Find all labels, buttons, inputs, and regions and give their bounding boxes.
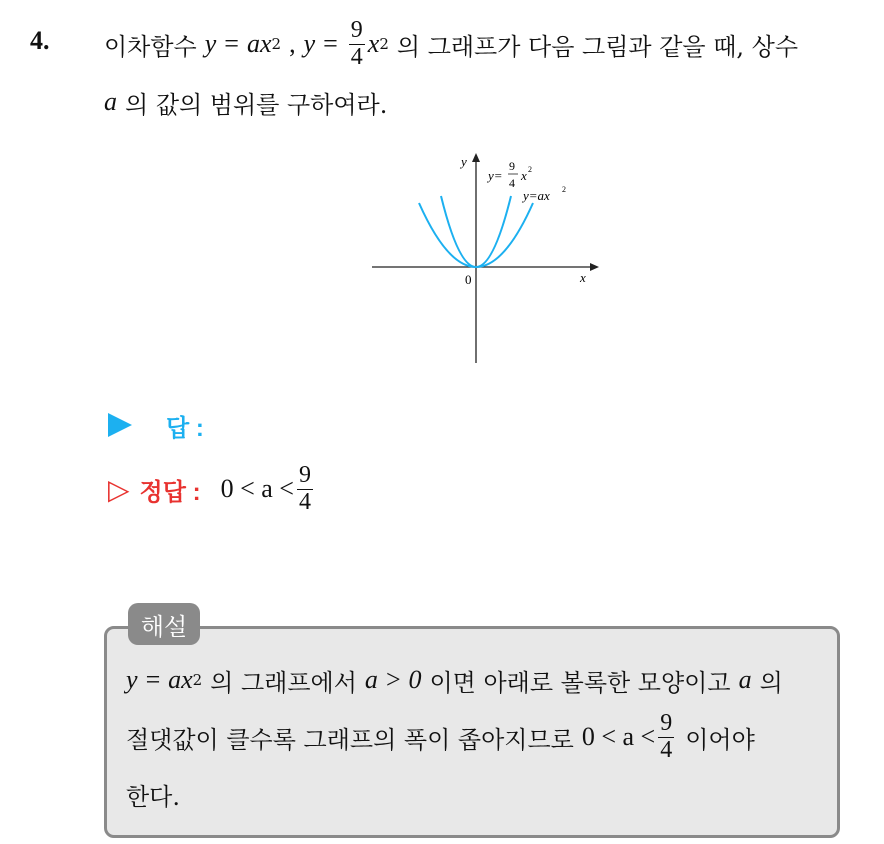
solution-line-2 xyxy=(126,706,755,768)
curve1-label-num: 9 xyxy=(509,159,515,173)
filled-triangle-icon xyxy=(108,413,132,437)
question-number: 4. xyxy=(30,26,50,55)
func2-fraction xyxy=(349,18,365,69)
origin-label: 0 xyxy=(465,272,472,287)
correct-answer-row xyxy=(108,458,316,520)
solution-exponent: 2 xyxy=(192,671,203,689)
curve1-label-y: y= xyxy=(488,168,503,183)
question-tail: 의 그래프가 다음 그림과 같을 때, 상수 xyxy=(396,32,799,61)
solution-line-3 xyxy=(126,776,180,812)
solution-text-5: 이어야 xyxy=(685,725,755,754)
solution-tab: 해설 xyxy=(128,603,200,645)
solution-range: 0 < a < xyxy=(581,722,656,751)
question-line-2 xyxy=(104,85,387,119)
func2-exponent: 2 xyxy=(379,35,389,53)
variable-a: a xyxy=(104,87,117,116)
func2-variable: x xyxy=(367,29,380,58)
answer-row xyxy=(108,408,204,442)
solution-fraction xyxy=(658,711,674,762)
answer-label: 답 : xyxy=(166,414,204,442)
solution-line-1 xyxy=(126,660,783,700)
question-line-1 xyxy=(104,14,798,74)
solution-text-3: 의 xyxy=(759,668,783,697)
y-axis-label: y xyxy=(461,154,467,169)
solution-func: y = ax xyxy=(126,665,193,694)
func2-eq: = xyxy=(323,29,338,58)
curve1-label-den: 4 xyxy=(509,176,515,190)
solution-text-4: 절댓값이 클수록 그래프의 폭이 좁아지므로 xyxy=(126,725,574,754)
fraction-denominator: 4 xyxy=(660,736,673,763)
correct-answer-fraction xyxy=(297,463,313,514)
question-intro: 이차함수 xyxy=(104,32,197,61)
fraction-numerator: 9 xyxy=(660,710,673,737)
correct-answer-label: 정답 : xyxy=(139,478,201,506)
fraction-denominator: 4 xyxy=(350,43,363,70)
func1-rhs: ax xyxy=(246,29,272,58)
curve2-label: y=ax xyxy=(523,188,550,203)
comma: , xyxy=(289,29,296,58)
curve2-label-exp: 2 xyxy=(562,185,566,194)
func1-eq: = xyxy=(224,29,239,58)
correct-answer-expression: 0 < a < xyxy=(220,474,294,503)
x-axis-label: x xyxy=(580,270,586,285)
outline-triangle-icon: ▷ xyxy=(108,472,130,506)
solution-text-6: 한다. xyxy=(126,782,180,811)
curve1-label-exp: 2 xyxy=(528,165,532,174)
solution-text-1: 의 그래프에서 xyxy=(210,668,357,697)
fraction-numerator: 9 xyxy=(350,17,363,44)
curve1-label-x: x xyxy=(521,168,527,183)
func2-lhs: y xyxy=(303,29,316,58)
parabola-graph xyxy=(360,148,610,370)
question-line-2-text: 의 값의 범위를 구하여라. xyxy=(125,90,388,119)
y-axis-arrow xyxy=(472,153,480,162)
func1-lhs: y xyxy=(204,29,217,58)
x-axis-arrow xyxy=(590,263,599,271)
fraction-numerator: 9 xyxy=(298,462,311,489)
solution-variable-a: a xyxy=(738,665,752,694)
solution-condition: a > 0 xyxy=(364,665,422,694)
fraction-denominator: 4 xyxy=(298,488,311,515)
func1-exponent: 2 xyxy=(271,35,282,53)
solution-text-2: 이면 아래로 볼록한 모양이고 xyxy=(429,668,731,697)
